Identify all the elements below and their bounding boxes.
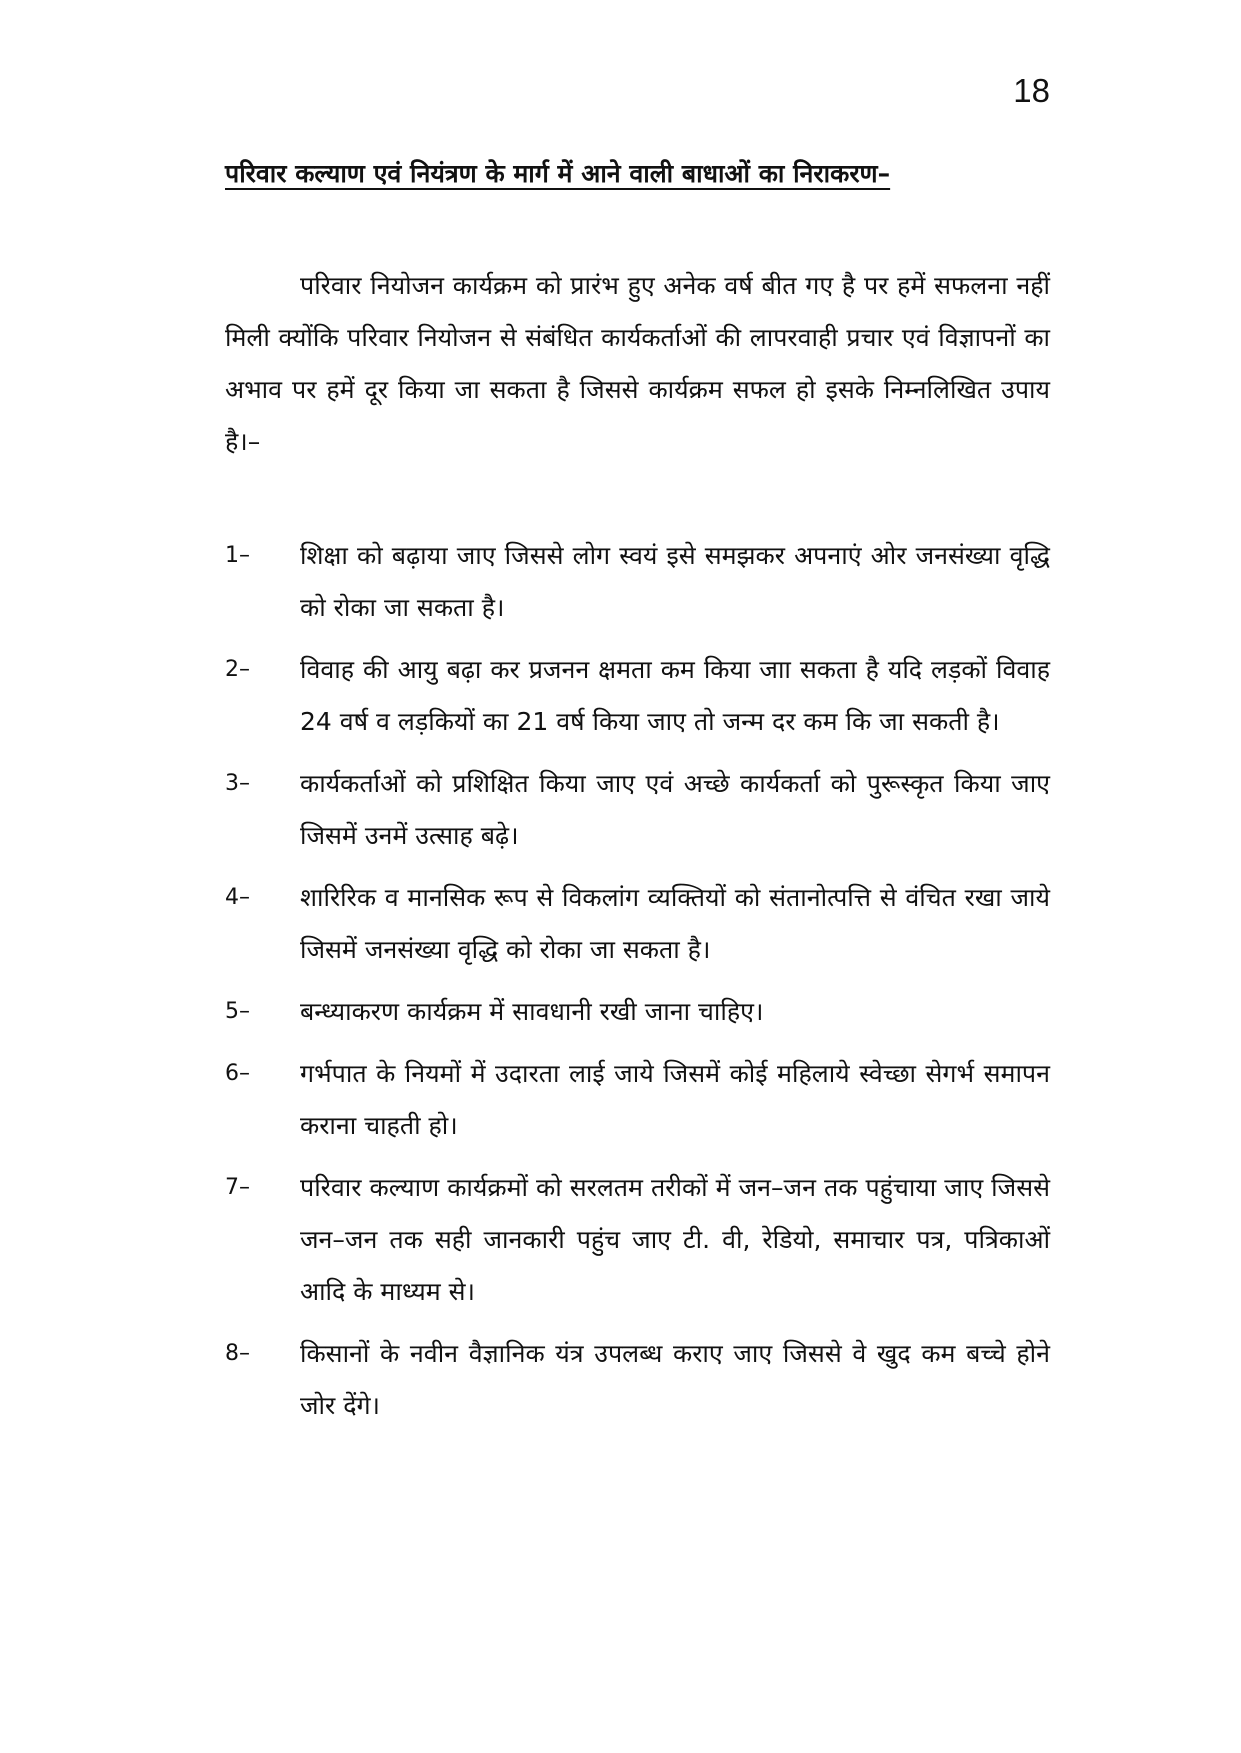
list-item-number: 4– — [225, 885, 250, 910]
list-item — [225, 1162, 1050, 1318]
list-item-number: 7– — [225, 1175, 250, 1200]
list-item — [225, 644, 1050, 748]
list-item — [225, 758, 1050, 862]
list-item — [225, 530, 1050, 634]
list-item — [225, 872, 1050, 976]
list-item — [225, 1048, 1050, 1152]
page-number: 18 — [1013, 72, 1050, 109]
list-item-text: विवाह की आयु बढ़ा कर प्रजनन क्षमता कम किया जाा सकता है यदि लड़कों विवाह 24 वर्ष व लड़कियों का 21 वर्ष किया जाए तो जन्म दर कम कि जा सकती है। — [300, 655, 1050, 736]
list-item-text: किसानों के नवीन वैज्ञानिक यंत्र उपलब्ध कराए जाए जिससे वे खुद कम बच्चे होने जोर देंगे। — [300, 1339, 1050, 1420]
list-item-text: परिवार कल्याण कार्यक्रमों को सरलतम तरीकों में जन–जन तक पहुंचाया जाए जिससे जन–जन तक सही जानकारी पहुंच जाए टी. वी, रेडियो, समाचार पत्र, पत्रिकाओं आदि के माध्यम से। — [300, 1173, 1050, 1306]
list-item-text: गर्भपात के नियमों में उदारता लाई जाये जिसमें कोई महिलाये स्वेच्छा सेगर्भ समापन कराना चाहती हो। — [300, 1059, 1050, 1140]
list-item-text: बन्ध्याकरण कार्यक्रम में सावधानी रखी जाना चाहिए। — [300, 997, 764, 1026]
list-item-number: 3– — [225, 771, 250, 796]
list-item-number: 1– — [225, 543, 250, 568]
list-item-number: 5– — [225, 999, 250, 1024]
list-item — [225, 986, 1050, 1038]
list-item-text: कार्यकर्ताओं को प्रशिक्षित किया जाए एवं अच्छे कार्यकर्ता को पुरूस्कृत किया जाए जिसमें उनमें उत्साह बढ़े। — [300, 769, 1050, 850]
list-item-number: 6– — [225, 1061, 250, 1086]
list-item-number: 8– — [225, 1341, 250, 1366]
list-item — [225, 1328, 1050, 1432]
section-heading: परिवार कल्याण एवं नियंत्रण के मार्ग में आने वाली बाधाओं का निराकरण– — [225, 159, 891, 188]
remedies-list — [225, 530, 1050, 1442]
list-item-text: शिक्षा को बढ़ाया जाए जिससे लोग स्वयं इसे समझकर अपनाएं ओर जनसंख्या वृद्धि को रोका जा सकता है। — [300, 541, 1050, 622]
intro-paragraph: परिवार नियोजन कार्यक्रम को प्रारंभ हुए अनेक वर्ष बीत गए है पर हमें सफलना नहीं मिली क्योंकि परिवार नियोजन से संबंधित कार्यकर्ताओं की लापरवाही प्रचार एवं विज्ञापनों का अभाव पर हमें दूर किया जा सकता है जिससे कार्यक्रम सफल हो इसके निम्नलिखित उपाय है।– — [225, 271, 1050, 456]
list-item-number: 2– — [225, 657, 250, 682]
list-item-text: शारिरिक व मानसिक रूप से विकलांग व्यक्तियों को संतानोत्पत्ति से वंचित रखा जाये जिसमें जनसंख्या वृद्धि को रोका जा सकता है। — [300, 883, 1050, 964]
